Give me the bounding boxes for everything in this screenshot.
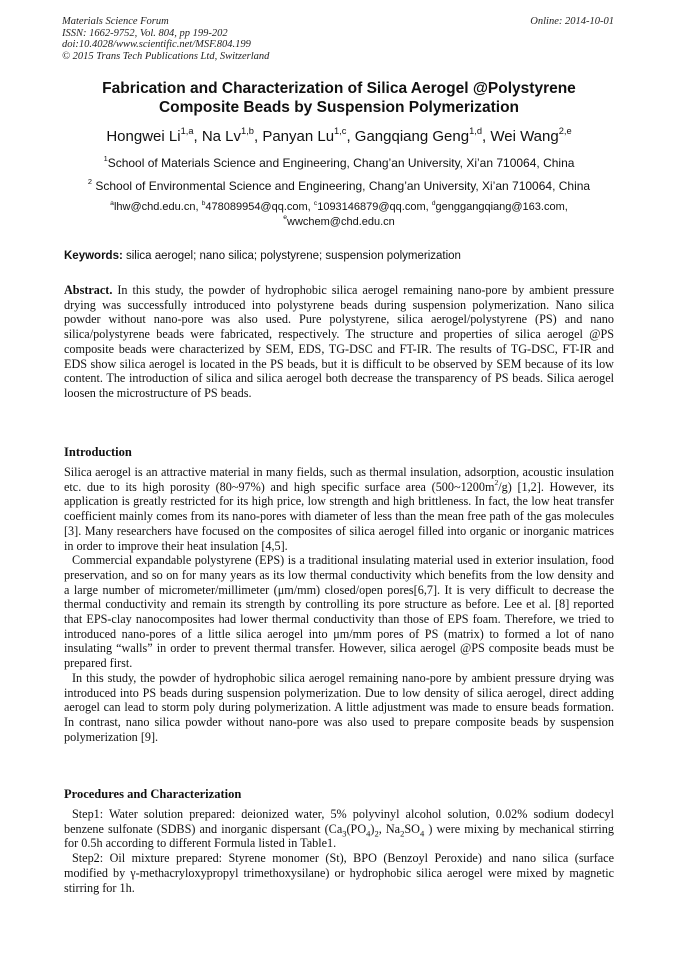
keywords-label: Keywords: [64,250,123,262]
journal-name: Materials Science Forum [62,16,169,27]
author: Wei Wang$^{2,e}$ [490,126,572,145]
email: 478089954@qq.com, [205,201,314,213]
abstract-text: In this study, the powder of hydrophobic silica aerogel remaining nano-pore by ambient pressure drying was successfully introduced into polystyrene beads during suspension polymerization. Nano silica powder without nano-pore was also used. Pure polystyrene, silica aerogel/polystyrene (PS) and nano silica/polystyrene beads were fabricated, respectively. The structure and properties of silica aerogel @PS composite beads were characterized by SEM, EDS, TG-DSC and FT-IR. The results of TG-DSC, FT-IR and EDS show silica aerogel is located in the PS beads, but it is difficult to be observed by SEM because of its low content. The introduction of silica and silica aerogel both decrease the transparency of PS beads. Silica aerogel loosen the microstructure of PS beads. [64,283,614,400]
title-line-1: Fabrication and Characterization of Silica Aerogel @Polystyrene [102,80,576,97]
intro-paragraph-2: Commercial expandable polystyrene (EPS) is a traditional insulating material used in exterior insulation, food preservation, and so on for many years as its low thermal conductivity which benefits from the low density and a large number of micrometer/millimeter (μm/mm) closed/open pores[6,7]. It is very difficult to decrease the thermal conductivity and remain its strength by controlling its pore structure as before. Lee et al. [8] reported that EPS-clay nanocomposites had lower thermal conductivity than those of EPS foam. Therefore, we tried to introduced nano-pores of a little silica aerogel into μm/mm pores of PS (matrix) to formed a lot of nano insulating “walls” in order to prevent thermal transfer. However, silica aerogel @PS composite beads must be prepared first. [64,553,614,671]
affiliation-2: $^2$ School of Environmental Science and Engineering, Chang’an University, Xi’an 710064, China [87,177,591,193]
email: genggangqiang@163.com, [435,201,568,213]
email: wwchem@chd.edu.cn [287,215,395,228]
email: 1093146879@qq.com, [317,201,432,213]
affiliation-1: $^1$School of Materials Science and Engineering, Chang’an University, Xi’an 710064, China [103,154,575,170]
author-emails: $^a$lhw@chd.edu.cn, $^b$478089954@qq.com, $^c$1093146879@qq.com, $^d$genggangqiang@163.com, $^e$wwchem@chd.edu.cn [110,199,568,228]
doi-line: doi:10.4028/www.scientific.net/MSF.804.199 [62,39,251,50]
procedures-heading: Procedures and Characterization [64,787,242,801]
issn-line: ISSN: 1662-9752, Vol. 804, pp 199-202 [62,27,228,39]
author: Gangqiang Geng$^{1,d}$ [354,126,482,145]
procedures-body [64,807,614,895]
journal-header [62,16,269,62]
introduction-heading: Introduction [64,445,132,459]
abstract-label: Abstract. [64,283,113,297]
author: Panyan Lu$^{1,c}$ [262,126,347,145]
author: Hongwei Li$^{1,a}$ [106,126,194,145]
paper-title [40,79,638,117]
email: lhw@chd.edu.cn, [113,201,202,213]
copyright-line: © 2015 Trans Tech Publications Ltd, Switzerland [62,50,270,62]
online-date: Online: 2014-10-01 [530,16,614,27]
step-1: Step1: Water solution prepared: deionized water, 5% polyvinyl alcohol solution, 0.02% sodium dodecyl benzene sulfonate (SDBS) and inorganic dispersant ($Ca_3(PO_4)_2$, $Na_2SO_4$ ) were mixing by mechanical stirring for 0.5h according to different Formula listed in Table1. [64,807,614,851]
introduction-body [64,465,614,744]
intro-paragraph-3: In this study, the powder of hydrophobic silica aerogel remaining nano-pore by ambient pressure drying was introduced into PS beads during suspension polymerization. Due to low density of silica aerogel, direct adding aerogel can lead to storm poly during polymerization. A little adjustment was made to ensure beads formation. In contrast, nano silica powder without nano-pore was also used to prepare composite beads by suspension polymerization [9]. [64,670,614,744]
step-2: Step2: Oil mixture prepared: Styrene monomer (St), BPO (Benzoyl Peroxide) and nano silica (surface modified by γ-methacryloxypropyl trimethoxysilane) or hydrophobic silica aerogel were mixed by magnetic stirring for 1h. [64,851,614,895]
abstract [64,283,614,401]
keywords-text: silica aerogel; nano silica; polystyrene; suspension polymerization [122,250,461,262]
author: Na Lv$^{1,b}$ [201,126,254,145]
author-list: Hongwei Li$^{1,a}$, Na Lv$^{1,b}$, Panyan Lu$^{1,c}$, Gangqiang Geng$^{1,d}$, Wei Wang$^{2,e}$ [106,126,572,145]
keywords [64,249,614,263]
title-line-2: Composite Beads by Suspension Polymerization [158,99,520,116]
intro-paragraph-1: Silica aerogel is an attractive material in many fields, such as thermal insulation, adsorption, acoustic insulation etc. due to its high porosity (80~97%) and high specific surface area $(500\sim 1200m^2/g)$ [1,2]. However, its application is greatly restricted for its high price, low strength and high brittleness. In fact, the low heat transfer coefficient mainly comes from its nano-pores with diameter of less than the mean free path of the gas molecules [3]. Many researchers have focused on the composites of silica aerogel filled into organic or inorganic matrices in order to improve their heat insulation [4,5]. [64,465,614,553]
